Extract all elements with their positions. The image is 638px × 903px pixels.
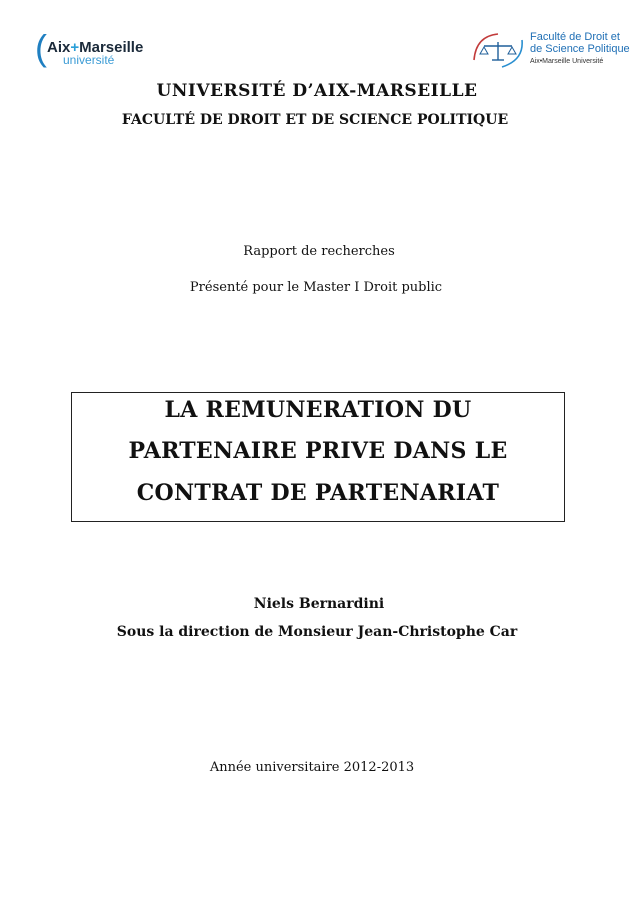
faculty-logo-line1: Faculté de Droit et (530, 31, 620, 43)
logo-line1: Aix+Marseille (47, 39, 144, 56)
faculty-logo (468, 30, 638, 72)
university-name: UNIVERSITÉ D’AIX-MARSEILLE (156, 81, 478, 101)
title-line-1: LA REMUNERATION DU (164, 397, 472, 423)
report-type: Rapport de recherches (243, 244, 395, 259)
supervisor: Sous la direction de Monsieur Jean-Christophe Car (116, 624, 518, 640)
logo-bracket-icon: ( (35, 27, 47, 68)
report-degree: Présenté pour le Master I Droit public (189, 280, 443, 295)
title-box (71, 392, 565, 522)
aix-marseille-logo (35, 27, 144, 68)
logo-line2: université (63, 53, 115, 67)
scales-of-justice-icon (468, 30, 528, 70)
faculty-logo-line2: de Science Politique (530, 43, 630, 55)
academic-year: Année universitaire 2012-2013 (209, 760, 415, 775)
title-line-3: CONTRAT DE PARTENARIAT (136, 480, 500, 506)
title-line-2: PARTENAIRE PRIVE DANS LE (128, 438, 508, 464)
author-name: Niels Bernardini (253, 596, 385, 612)
faculty-logo-line3: Aix•Marseille Université (530, 58, 604, 65)
faculty-name: FACULTÉ DE DROIT ET DE SCIENCE POLITIQUE (121, 112, 509, 128)
